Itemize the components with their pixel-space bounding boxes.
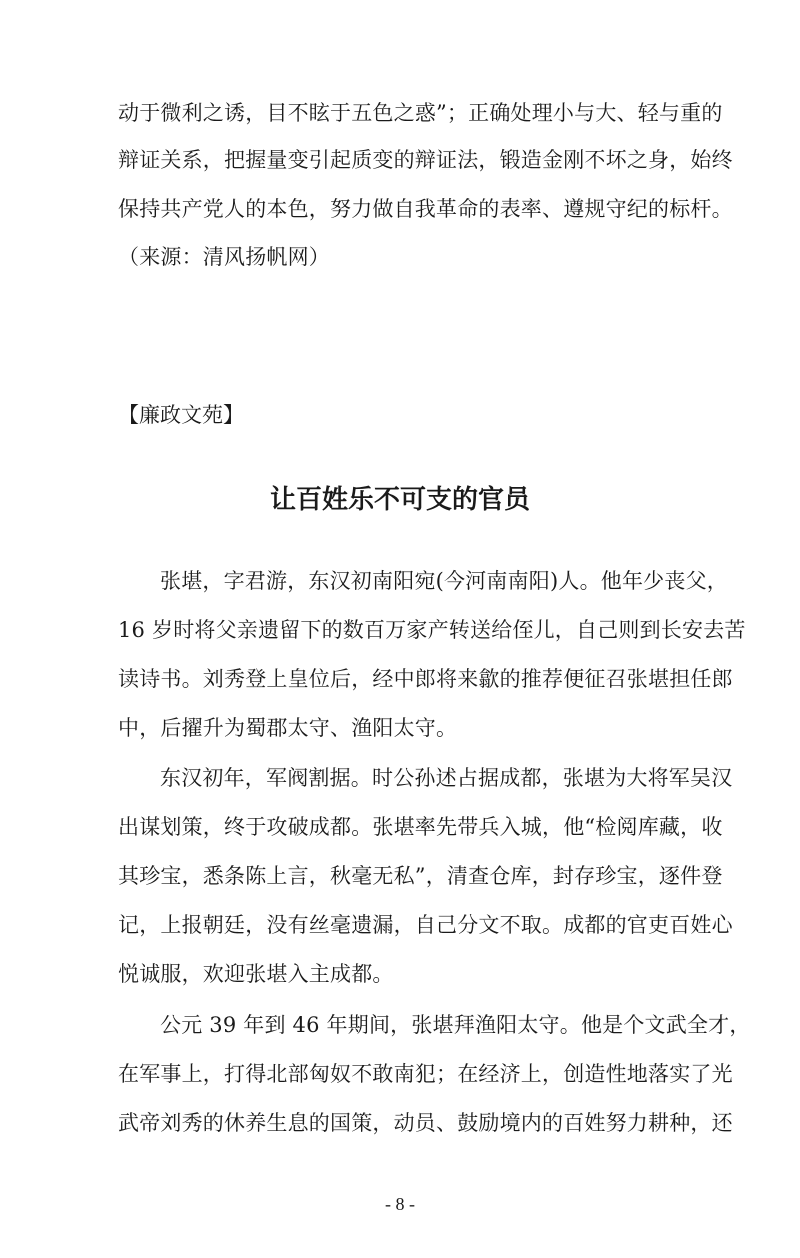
intro-line: 保持共产党人的本色，努力做自我革命的表率、遵规守纪的标杆。 — [118, 197, 733, 221]
section-label: 【廉政文苑】 — [118, 403, 244, 427]
paragraph-line: 记，上报朝廷，没有丝毫遗漏，自己分文不取。成都的官吏百姓心 — [118, 913, 733, 937]
paragraph-line: 公元 39 年到 46 年期间，张堪拜渔阳太守。他是个文武全才， — [160, 1013, 751, 1037]
paragraph-line: 东汉初年，军阀割据。时公孙述占据成都，张堪为大将军吴汉 — [160, 766, 733, 790]
paragraph-line: 武帝刘秀的休养生息的国策，动员、鼓励境内的百姓努力耕种，还 — [118, 1111, 733, 1135]
page-number: - 8 - — [385, 1194, 415, 1214]
paragraph-line: 张堪，字君游，东汉初南阳宛(今河南南阳)人。他年少丧父， — [160, 569, 728, 593]
paragraph-line: 读诗书。刘秀登上皇位后，经中郎将来歙的推荐便征召张堪担任郎 — [118, 667, 733, 691]
intro-source: （来源：清风扬帆网） — [118, 245, 330, 269]
intro-line: 辩证关系，把握量变引起质变的辩证法，锻造金刚不坏之身，始终 — [118, 148, 733, 172]
paragraph-line: 悦诚服，欢迎张堪入主成都。 — [118, 962, 394, 986]
paragraph-line: 其珍宝，悉条陈上言，秋毫无私”，清查仓库，封存珍宝，逐件登 — [118, 864, 723, 888]
paragraph-line: 出谋划策，终于攻破成都。张堪率先带兵入城，他“检阅库藏，收 — [118, 815, 723, 839]
article-title: 让百姓乐不可支的官员 — [269, 485, 530, 515]
paragraph-line: 16 岁时将父亲遗留下的数百万家产转送给侄儿，自己则到长安去苦 — [118, 618, 746, 642]
paragraph-line: 中，后擢升为蜀郡太守、渔阳太守。 — [118, 716, 458, 740]
intro-line: 动于微利之诱，目不眩于五色之惑”；正确处理小与大、轻与重的 — [118, 101, 723, 125]
paragraph-line: 在军事上，打得北部匈奴不敢南犯；在经济上，创造性地落实了光 — [118, 1062, 733, 1086]
